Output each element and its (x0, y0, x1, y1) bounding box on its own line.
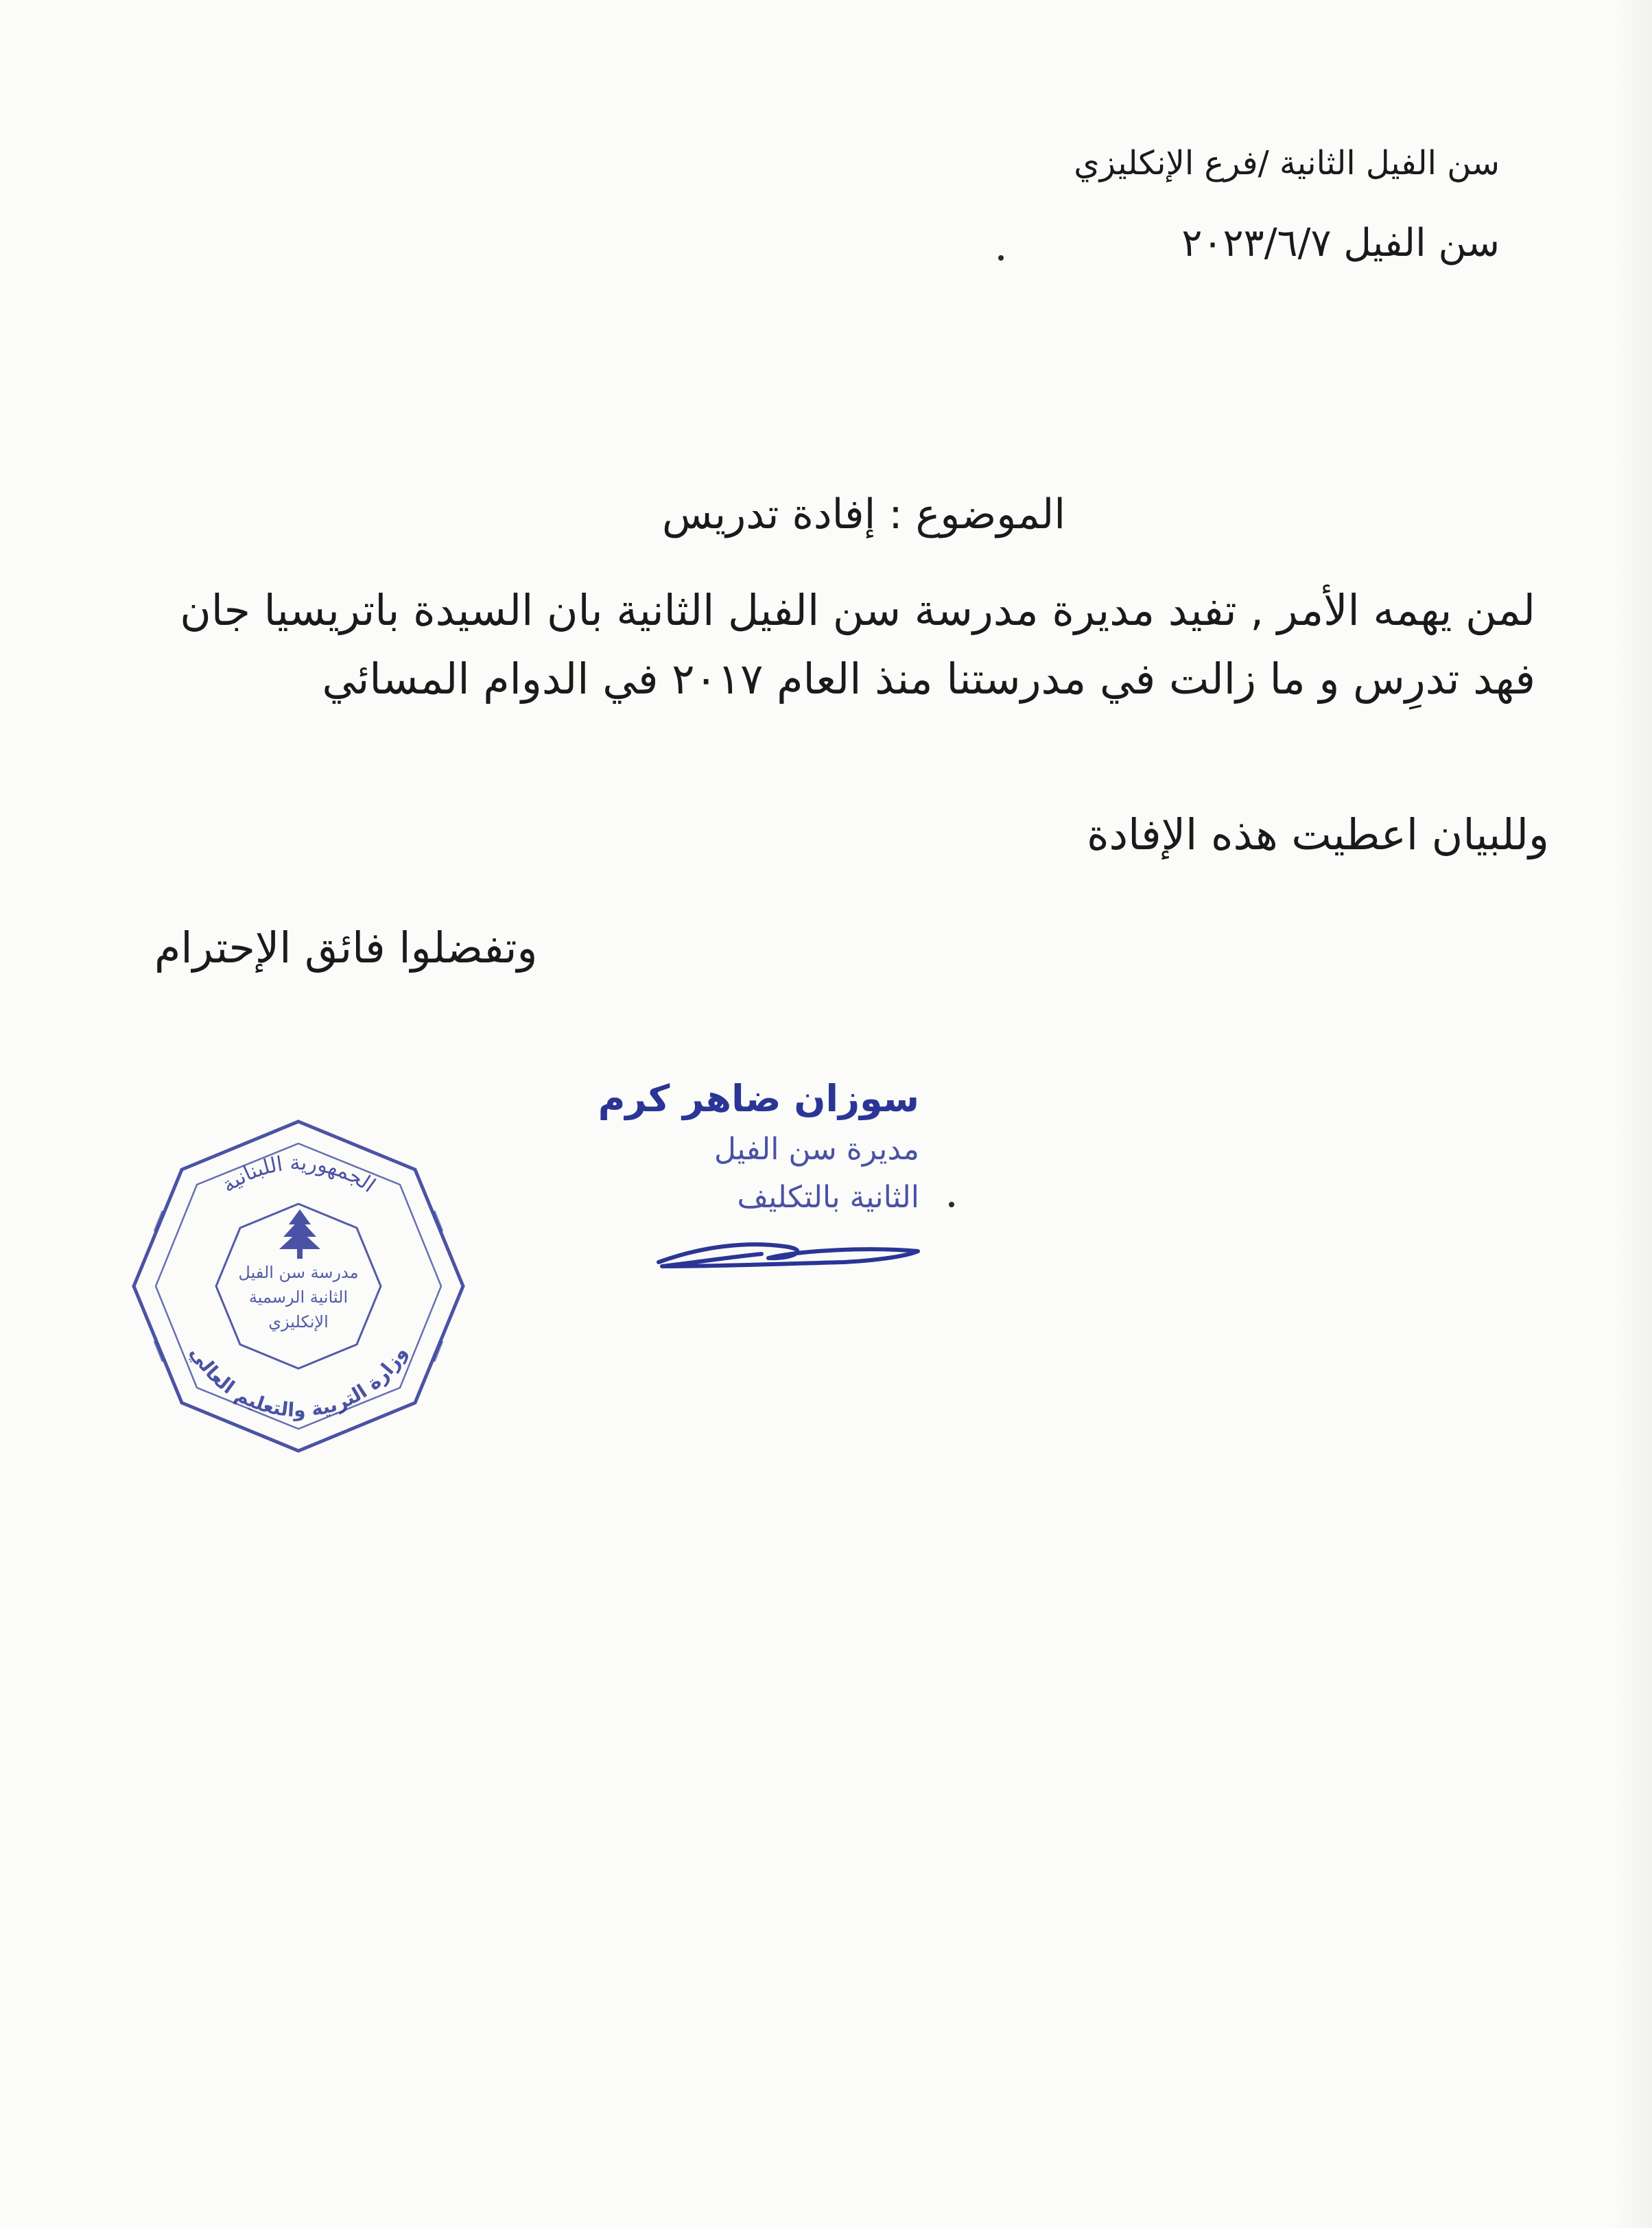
stamp-inner-line-2: الثانية الرسمية (248, 1288, 349, 1307)
official-stamp-seal (120, 1108, 477, 1465)
closing-statement: وللبيان اعطيت هذه الإفادة (1087, 809, 1549, 860)
svg-text:وزارة التربية والتعليم العالي (185, 1342, 412, 1421)
handwritten-signature (583, 1226, 940, 1281)
stamp-outer-bottom-text: وزارة التربية والتعليم العالي (185, 1342, 412, 1422)
header-school-branch: سن الفيل الثانية /فرع الإنكليزي (1074, 144, 1500, 182)
cedar-tree-icon (279, 1209, 320, 1259)
signature-block (583, 1070, 940, 1303)
speck-mark (949, 1202, 954, 1207)
svg-text:الجمهورية اللبنانية (217, 1151, 379, 1198)
stamp-outer-top-text: الجمهورية اللبنانية (217, 1150, 380, 1198)
header-place-date: سن الفيل ٢٠٢٣/٦/٧ (1181, 221, 1500, 265)
page-edge-shadow (1611, 0, 1652, 2228)
signatory-name: سوزان ضاهر كرم (598, 1077, 919, 1120)
signatory-title: مديرة سن الفيل (713, 1132, 919, 1167)
speck-mark (998, 255, 1004, 261)
body-paragraph: لمن يهمه الأمر , تفيد مديرة مدرسة سن الفيل الثانية بان السيدة باتريسيا جان فهد تدرِس و ما زالت في مدرستنا منذ العام ٢٠١٧ في الدوام المسائي (180, 585, 1535, 704)
subject-line: الموضوع : إفادة تدريس (662, 490, 1065, 538)
stamp-inner-line-3: الإنكليزي (268, 1312, 329, 1331)
signatory-school: الثانية بالتكليف (737, 1180, 919, 1215)
closing-respect: وتفضلوا فائق الإحترام (154, 923, 538, 973)
stamp-inner-line-1: مدرسة سن الفيل (238, 1263, 359, 1282)
